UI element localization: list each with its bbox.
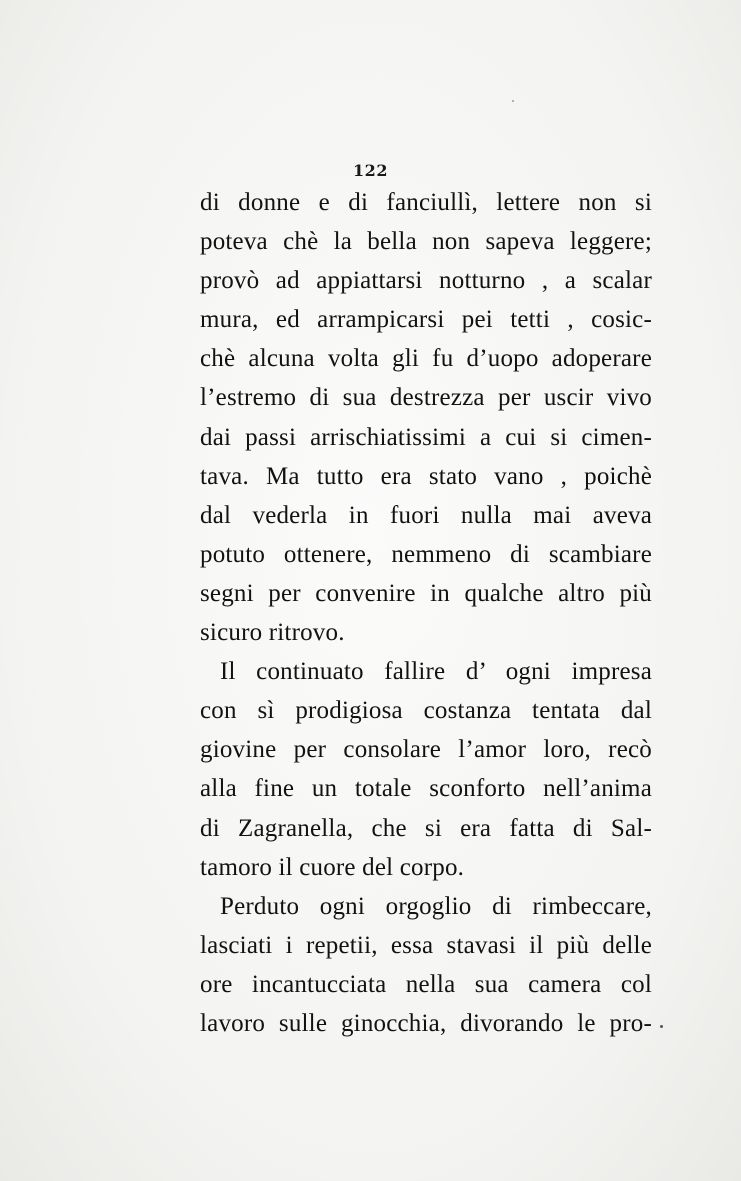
text-line: chè alcuna volta gli fu d’uopo adoperare <box>200 345 652 373</box>
text-line: lavoro sulle ginocchia, divorando le pro- <box>200 1009 652 1037</box>
text-line: tamoro il cuore del corpo. <box>200 853 465 881</box>
text-line: provò ad appiattarsi notturno , a scalar <box>200 267 652 295</box>
ink-speck <box>660 1025 663 1028</box>
ink-speck <box>512 100 514 102</box>
text-line: mura, ed arrampicarsi pei tetti , cosic- <box>200 306 652 334</box>
text-line: potuto ottenere, nemmeno di scambiare <box>200 540 652 568</box>
text-line: di donne e di fanciullì, lettere non si <box>200 189 652 216</box>
page-number: 122 <box>353 161 388 180</box>
text-line: alla fine un totale sconforto nell’anima <box>200 775 652 803</box>
text-line: Perduto ogni orgoglio di rimbeccare, <box>220 892 652 920</box>
text-line: di Zagranella, che si era fatta di Sal- <box>200 814 652 842</box>
text-line: lasciati i repetii, essa stavasi il più delle <box>200 931 652 959</box>
text-line: segni per convenire in qualche altro più <box>200 579 652 607</box>
text-line: poteva chè la bella non sapeva leggere; <box>200 228 652 256</box>
text-line: tava. Ma tutto era stato vano , poichè <box>200 462 652 490</box>
text-line: dai passi arrischiatissimi a cui si cimen- <box>200 423 652 451</box>
text-line: dal vederla in fuori nulla mai aveva <box>200 501 652 529</box>
text-line: con sì prodigiosa costanza tentata dal <box>200 697 652 725</box>
text-line: ore incantucciata nella sua camera col <box>200 970 652 998</box>
text-line: l’estremo di sua destrezza per uscir vivo <box>200 384 652 412</box>
text-line: Il continuato fallire d’ ogni impresa <box>220 658 652 686</box>
text-line: sicuro ritrovo. <box>200 619 345 647</box>
body-text <box>200 183 652 1043</box>
text-line: giovine per consolare l’amor loro, recò <box>200 736 652 764</box>
